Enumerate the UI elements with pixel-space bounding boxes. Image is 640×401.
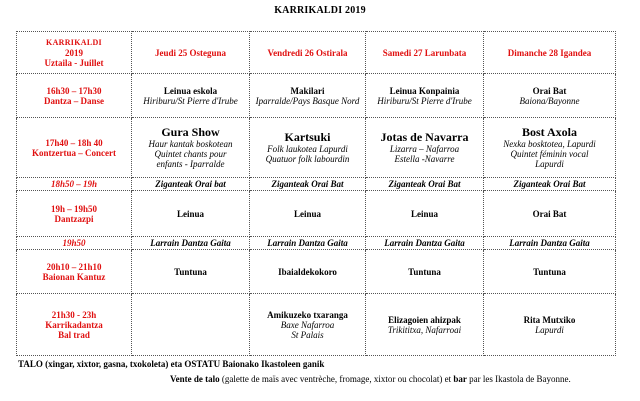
corner-cell	[17, 32, 132, 74]
event-cell: Ziganteak Orai Bat	[250, 178, 366, 191]
event-cell: Ziganteak Orai Bat	[366, 178, 484, 191]
corner-title: KARRIKALDI	[46, 37, 102, 47]
event-cell: Tuntuna	[366, 250, 484, 294]
document-title: KARRIKALDI 2019	[274, 5, 366, 16]
event-cell-empty	[132, 294, 250, 356]
event-type-label: Kontzertua – Concert	[32, 147, 116, 158]
performer-origin: Baxe Nafarroa	[280, 319, 335, 330]
event-cell: Larrain Dantza Gaita	[132, 237, 250, 250]
event-cell	[250, 294, 366, 356]
schedule-table	[16, 31, 616, 356]
event-type-label: Dantza – Danse	[44, 95, 104, 106]
corner-year: 2019	[65, 47, 83, 58]
event-cell: Larrain Dantza Gaita	[484, 237, 616, 250]
performer-desc: Quatuor folk labourdin	[265, 154, 350, 164]
time-label: 19h50	[62, 238, 86, 248]
time-cell	[17, 250, 132, 294]
schedule-row-kantuz	[17, 250, 616, 294]
event-cell	[366, 294, 484, 356]
time-cell	[17, 294, 132, 356]
schedule-row-dantzazpi	[17, 191, 616, 237]
event-cell: Ibaialdekokoro	[250, 250, 366, 294]
time-label: 19h – 19h50	[50, 203, 97, 214]
day-header-saturday: Samedi 27 Larunbata	[366, 32, 484, 74]
schedule-row-concert	[17, 118, 616, 178]
event-cell	[484, 118, 616, 178]
performer-name: Leinua eskola	[163, 85, 218, 96]
day-header-friday: Vendredi 26 Ostirala	[250, 32, 366, 74]
performer-name: Jotas de Navarra	[380, 130, 469, 144]
footer-basque-note: TALO (xingar, xixtor, gasna, txokoleta) eta OSTATU Baionako Ikastoleen ganik	[18, 359, 325, 369]
performer-name: Makilari	[290, 85, 325, 96]
schedule-row-larrain	[17, 237, 616, 250]
time-label: 20h10 – 21h10	[46, 261, 102, 272]
performer-desc: Folk laukotea Lapurdi	[267, 144, 348, 154]
time-label: 17h40 – 18h 40	[45, 137, 103, 148]
event-type-label: Baionan Kantuz	[42, 271, 106, 282]
performer-desc: Nexka bosktotea, Lapurdi	[503, 139, 596, 149]
time-cell	[17, 191, 132, 237]
event-cell: Tuntuna	[484, 250, 616, 294]
schedule-row-karrikadantza	[17, 294, 616, 356]
event-cell	[484, 294, 616, 356]
performer-origin: Hiriburu/St Pierre d'Irube	[143, 95, 238, 106]
performer-name: Orai Bat	[532, 85, 567, 96]
footer-talo-desc: (galette de maïs avec ventrèche, fromage, xixtor ou chocolat) et	[219, 374, 454, 384]
performer-origin: Baiona/Bayonne	[519, 95, 580, 106]
event-cell	[366, 74, 484, 118]
event-type-label: Karrikadantza	[45, 319, 103, 330]
time-cell	[17, 118, 132, 178]
event-cell: Leinua	[132, 191, 250, 237]
performer-name: Kartsuki	[284, 130, 331, 144]
performer-name: Leinua Konpainia	[389, 85, 460, 96]
time-label: 16h30 – 17h30	[46, 85, 102, 96]
performer-origin: Trikititxa, Nafarroai	[387, 324, 462, 335]
event-cell	[366, 118, 484, 178]
event-cell: Tuntuna	[132, 250, 250, 294]
corner-month: Uztaila - Juillet	[44, 57, 104, 68]
event-cell: Leinua	[366, 191, 484, 237]
event-type-label: Dantzazpi	[54, 213, 94, 224]
header-row	[17, 32, 616, 74]
event-cell	[250, 74, 366, 118]
event-cell	[132, 74, 250, 118]
event-cell: Larrain Dantza Gaita	[250, 237, 366, 250]
event-cell: Larrain Dantza Gaita	[366, 237, 484, 250]
performer-name: Amikuzeko txaranga	[267, 309, 348, 320]
schedule-row-giants	[17, 178, 616, 191]
performer-name: Bost Axola	[521, 125, 577, 139]
performer-origin: Lapurdi	[535, 324, 564, 335]
event-cell: Leinua	[250, 191, 366, 237]
time-label: 18h50 – 19h	[50, 179, 97, 189]
footer-talo-label: Vente de talo	[170, 374, 220, 384]
event-cell	[132, 118, 250, 178]
performer-desc: Lizarra – Nafarroa	[389, 144, 460, 154]
performer-origin: Hiriburu/St Pierre d'Irube	[377, 95, 472, 106]
footer-bar-desc: par les Ikastola de Bayonne.	[466, 374, 571, 384]
event-cell	[484, 74, 616, 118]
performer-desc: Estella -Navarre	[394, 154, 455, 164]
footer-french-note	[170, 374, 571, 384]
time-cell	[17, 74, 132, 118]
schedule-row-dance	[17, 74, 616, 118]
time-cell	[17, 237, 132, 250]
day-header-thursday: Jeudi 25 Osteguna	[132, 32, 250, 74]
time-label: 21h30 - 23h	[51, 309, 97, 320]
performer-name: Elizagoien ahizpak	[388, 314, 461, 325]
performer-name: Rita Mutxiko	[523, 314, 576, 325]
event-cell: Ziganteak Orai Bat	[484, 178, 616, 191]
performer-desc: Quintet féminin vocal	[510, 149, 589, 159]
day-header-sunday: Dimanche 28 Igandea	[484, 32, 616, 74]
performer-origin: Iparralde/Pays Basque Nord	[255, 95, 360, 106]
performer-desc: enfants - Iparralde	[156, 159, 225, 169]
performer-desc: Haur kantak boskotean	[148, 139, 233, 149]
performer-desc: Lapurdi	[535, 159, 564, 169]
event-cell: Ziganteak Orai bat	[132, 178, 250, 191]
performer-desc: Quintet chants pour	[154, 149, 227, 159]
performer-origin: St Palais	[291, 329, 324, 340]
event-cell: Orai Bat	[484, 191, 616, 237]
time-cell	[17, 178, 132, 191]
event-cell	[250, 118, 366, 178]
performer-name: Gura Show	[161, 125, 220, 139]
footer-bar-label: bar	[453, 374, 467, 384]
event-type-label: Bal trad	[58, 329, 90, 340]
